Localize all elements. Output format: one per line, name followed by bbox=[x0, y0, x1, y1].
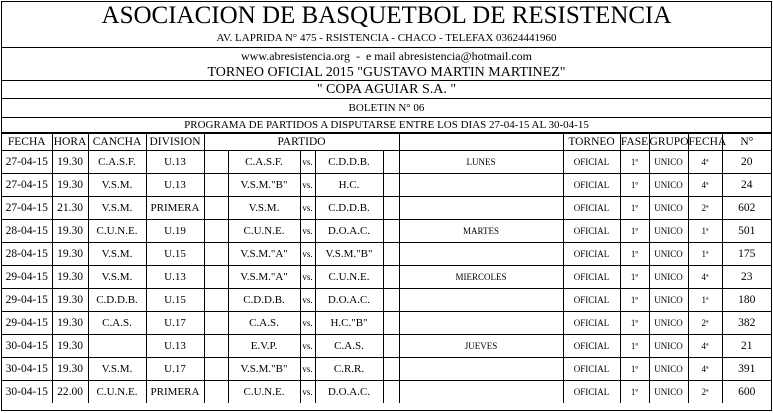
spacer-cell bbox=[204, 381, 228, 404]
match-date-cell: 29-04-15 bbox=[2, 266, 52, 289]
home-team-cell: V.S.M."A" bbox=[228, 243, 300, 266]
match-date-cell: 27-04-15 bbox=[2, 174, 52, 197]
home-team-cell: E.V.P. bbox=[228, 335, 300, 358]
match-date-cell: 28-04-15 bbox=[2, 243, 52, 266]
match-time-cell: 21.30 bbox=[52, 197, 88, 220]
contact-separator: - bbox=[355, 49, 360, 63]
home-team-cell: V.S.M."B" bbox=[228, 174, 300, 197]
weekday-cell: MIERCOLES bbox=[399, 266, 563, 289]
home-team-cell: C.A.S.F. bbox=[228, 151, 300, 174]
division-cell: U.13 bbox=[146, 266, 204, 289]
spacer-cell bbox=[383, 220, 399, 243]
col-fecha: FECHA bbox=[2, 134, 52, 151]
spacer-cell bbox=[383, 289, 399, 312]
spacer-cell bbox=[204, 289, 228, 312]
group-cell: UNICO bbox=[649, 289, 688, 312]
table-row bbox=[2, 151, 771, 174]
match-number-cell: 23 bbox=[722, 266, 771, 289]
group-cell: UNICO bbox=[649, 220, 688, 243]
spacer-cell bbox=[204, 312, 228, 335]
phase-cell: 1º bbox=[620, 381, 649, 404]
weekday-cell: LUNES bbox=[399, 151, 563, 174]
away-team-cell: C.R.R. bbox=[315, 358, 383, 381]
venue-cell bbox=[88, 335, 146, 358]
tournament-cell: OFICIAL bbox=[563, 358, 620, 381]
venue-cell: C.A.S. bbox=[88, 312, 146, 335]
versus-label-cell: vs. bbox=[300, 197, 315, 220]
contact-line bbox=[2, 48, 771, 65]
match-date-cell: 30-04-15 bbox=[2, 381, 52, 404]
col-hora: HORA bbox=[52, 134, 88, 151]
home-team-cell: C.A.S. bbox=[228, 312, 300, 335]
away-team-cell: D.O.A.C. bbox=[315, 289, 383, 312]
away-team-cell: H.C."B" bbox=[315, 312, 383, 335]
round-number-cell: 1ª bbox=[688, 243, 722, 266]
venue-cell: V.S.M. bbox=[88, 266, 146, 289]
home-team-cell: V.S.M."B" bbox=[228, 358, 300, 381]
match-number-cell: 21 bbox=[722, 335, 771, 358]
round-number-cell: 2ª bbox=[688, 312, 722, 335]
schedule-body bbox=[2, 151, 771, 404]
group-cell: UNICO bbox=[649, 174, 688, 197]
division-cell: U.19 bbox=[146, 220, 204, 243]
tournament-title: TORNEO OFICIAL 2015 "GUSTAVO MARTIN MARTINEZ" bbox=[2, 65, 771, 81]
table-row bbox=[2, 289, 771, 312]
round-number-cell: 1ª bbox=[688, 220, 722, 243]
round-number-cell: 4ª bbox=[688, 174, 722, 197]
away-team-cell: C.D.D.B. bbox=[315, 151, 383, 174]
division-cell: U.15 bbox=[146, 243, 204, 266]
match-date-cell: 30-04-15 bbox=[2, 358, 52, 381]
spacer-cell bbox=[383, 381, 399, 404]
round-number-cell: 2ª bbox=[688, 381, 722, 404]
match-time-cell: 19.30 bbox=[52, 151, 88, 174]
match-time-cell: 19.30 bbox=[52, 358, 88, 381]
away-team-cell: D.O.A.C. bbox=[315, 220, 383, 243]
spacer-cell bbox=[383, 174, 399, 197]
round-number-cell: 4ª bbox=[688, 266, 722, 289]
home-team-cell: C.U.N.E. bbox=[228, 220, 300, 243]
division-cell: U.15 bbox=[146, 289, 204, 312]
away-team-cell: V.S.M."B" bbox=[315, 243, 383, 266]
email-text: e mail abresistencia@hotmail.com bbox=[365, 49, 532, 63]
tournament-cell: OFICIAL bbox=[563, 381, 620, 404]
tournament-cell: OFICIAL bbox=[563, 335, 620, 358]
phase-cell: 1º bbox=[620, 197, 649, 220]
spacer-cell bbox=[204, 197, 228, 220]
round-number-cell: 4ª bbox=[688, 335, 722, 358]
venue-cell: V.S.M. bbox=[88, 197, 146, 220]
spacer-cell bbox=[204, 335, 228, 358]
bulletin-number: BOLETIN N° 06 bbox=[2, 99, 771, 118]
spacer-cell bbox=[204, 266, 228, 289]
table-row bbox=[2, 335, 771, 358]
table-row bbox=[2, 312, 771, 335]
division-cell: U.13 bbox=[146, 174, 204, 197]
table-row bbox=[2, 174, 771, 197]
col-cancha: CANCHA bbox=[88, 134, 146, 151]
match-date-cell: 27-04-15 bbox=[2, 151, 52, 174]
group-cell: UNICO bbox=[649, 335, 688, 358]
table-row bbox=[2, 266, 771, 289]
versus-label-cell: vs. bbox=[300, 381, 315, 404]
weekday-cell bbox=[399, 197, 563, 220]
group-cell: UNICO bbox=[649, 197, 688, 220]
group-cell: UNICO bbox=[649, 243, 688, 266]
col-grupo: GRUPO bbox=[649, 134, 688, 151]
weekday-cell bbox=[399, 358, 563, 381]
match-number-cell: 501 bbox=[722, 220, 771, 243]
versus-label-cell: vs. bbox=[300, 312, 315, 335]
spacer-cell bbox=[204, 151, 228, 174]
schedule-table bbox=[2, 133, 771, 403]
division-cell: PRIMERA bbox=[146, 197, 204, 220]
tournament-cell: OFICIAL bbox=[563, 151, 620, 174]
group-cell: UNICO bbox=[649, 312, 688, 335]
division-cell: U.17 bbox=[146, 312, 204, 335]
spacer-cell bbox=[383, 266, 399, 289]
tournament-cell: OFICIAL bbox=[563, 312, 620, 335]
col-division: DIVISION bbox=[146, 134, 204, 151]
spacer-cell bbox=[383, 335, 399, 358]
match-number-cell: 180 bbox=[722, 289, 771, 312]
phase-cell: 1º bbox=[620, 243, 649, 266]
table-row bbox=[2, 381, 771, 404]
phase-cell: 1º bbox=[620, 312, 649, 335]
match-number-cell: 391 bbox=[722, 358, 771, 381]
division-cell: PRIMERA bbox=[146, 381, 204, 404]
match-time-cell: 19.30 bbox=[52, 174, 88, 197]
venue-cell: C.D.D.B. bbox=[88, 289, 146, 312]
versus-label-cell: vs. bbox=[300, 174, 315, 197]
col-numero: N° bbox=[722, 134, 771, 151]
versus-label-cell: vs. bbox=[300, 220, 315, 243]
phase-cell: 1º bbox=[620, 151, 649, 174]
phase-cell: 1º bbox=[620, 335, 649, 358]
table-header-row bbox=[2, 134, 771, 151]
spacer-cell bbox=[383, 312, 399, 335]
col-partido: PARTIDO bbox=[204, 134, 399, 151]
group-cell: UNICO bbox=[649, 266, 688, 289]
away-team-cell: H.C. bbox=[315, 174, 383, 197]
spacer-cell bbox=[204, 358, 228, 381]
group-cell: UNICO bbox=[649, 151, 688, 174]
tournament-cell: OFICIAL bbox=[563, 289, 620, 312]
home-team-cell: C.U.N.E. bbox=[228, 381, 300, 404]
home-team-cell: C.D.D.B. bbox=[228, 289, 300, 312]
spacer-cell bbox=[383, 243, 399, 266]
home-team-cell: V.S.M."A" bbox=[228, 266, 300, 289]
match-date-cell: 30-04-15 bbox=[2, 335, 52, 358]
away-team-cell: D.O.A.C. bbox=[315, 381, 383, 404]
tournament-cell: OFICIAL bbox=[563, 220, 620, 243]
col-dia bbox=[399, 134, 563, 151]
division-cell: U.13 bbox=[146, 151, 204, 174]
round-number-cell: 1ª bbox=[688, 289, 722, 312]
website-link[interactable]: www.abresistencia.org bbox=[241, 49, 350, 63]
match-time-cell: 19.30 bbox=[52, 266, 88, 289]
tournament-cell: OFICIAL bbox=[563, 243, 620, 266]
venue-cell: C.A.S.F. bbox=[88, 151, 146, 174]
phase-cell: 1º bbox=[620, 220, 649, 243]
schedule-caption: PROGRAMA DE PARTIDOS A DISPUTARSE ENTRE LOS DIAS 27-04-15 AL 30-04-15 bbox=[2, 118, 771, 133]
venue-cell: V.S.M. bbox=[88, 358, 146, 381]
association-title: ASOCIACION DE BASQUETBOL DE RESISTENCIA bbox=[101, 2, 672, 29]
phase-cell: 1º bbox=[620, 266, 649, 289]
spacer-cell bbox=[383, 197, 399, 220]
tournament-cell: OFICIAL bbox=[563, 197, 620, 220]
spacer-cell bbox=[204, 243, 228, 266]
away-team-cell: C.U.N.E. bbox=[315, 266, 383, 289]
versus-label-cell: vs. bbox=[300, 358, 315, 381]
venue-cell: V.S.M. bbox=[88, 243, 146, 266]
away-team-cell: C.A.S. bbox=[315, 335, 383, 358]
away-team-cell: C.D.D.B. bbox=[315, 197, 383, 220]
match-time-cell: 19.30 bbox=[52, 220, 88, 243]
versus-label-cell: vs. bbox=[300, 151, 315, 174]
versus-label-cell: vs. bbox=[300, 243, 315, 266]
phase-cell: 1º bbox=[620, 289, 649, 312]
match-date-cell: 29-04-15 bbox=[2, 312, 52, 335]
table-row bbox=[2, 197, 771, 220]
division-cell: U.17 bbox=[146, 358, 204, 381]
table-row bbox=[2, 243, 771, 266]
round-number-cell: 4ª bbox=[688, 151, 722, 174]
weekday-cell: JUEVES bbox=[399, 335, 563, 358]
match-number-cell: 600 bbox=[722, 381, 771, 404]
match-time-cell: 19.30 bbox=[52, 335, 88, 358]
match-time-cell: 22.00 bbox=[52, 381, 88, 404]
document-sheet bbox=[1, 1, 772, 411]
match-number-cell: 602 bbox=[722, 197, 771, 220]
versus-label-cell: vs. bbox=[300, 335, 315, 358]
association-address: AV. LAPRIDA N° 475 - RSISTENCIA - CHACO - TELEFAX 03624441960 bbox=[2, 30, 771, 48]
division-cell: U.13 bbox=[146, 335, 204, 358]
match-date-cell: 27-04-15 bbox=[2, 197, 52, 220]
match-number-cell: 382 bbox=[722, 312, 771, 335]
match-time-cell: 19.30 bbox=[52, 312, 88, 335]
col-fecha-num: FECHA bbox=[688, 134, 722, 151]
match-number-cell: 24 bbox=[722, 174, 771, 197]
group-cell: UNICO bbox=[649, 381, 688, 404]
cup-sponsor: " COPA AGUIAR S.A. " bbox=[2, 81, 771, 99]
spacer-cell bbox=[383, 358, 399, 381]
round-number-cell: 4ª bbox=[688, 358, 722, 381]
col-torneo: TORNEO bbox=[563, 134, 620, 151]
weekday-cell bbox=[399, 312, 563, 335]
weekday-cell bbox=[399, 243, 563, 266]
match-number-cell: 175 bbox=[722, 243, 771, 266]
weekday-cell bbox=[399, 174, 563, 197]
spacer-cell bbox=[383, 151, 399, 174]
table-row bbox=[2, 220, 771, 243]
venue-cell: V.S.M. bbox=[88, 174, 146, 197]
weekday-cell bbox=[399, 289, 563, 312]
venue-cell: C.U.N.E. bbox=[88, 220, 146, 243]
weekday-cell: MARTES bbox=[399, 220, 563, 243]
table-row bbox=[2, 358, 771, 381]
venue-cell: C.U.N.E. bbox=[88, 381, 146, 404]
match-date-cell: 28-04-15 bbox=[2, 220, 52, 243]
phase-cell: 1º bbox=[620, 174, 649, 197]
group-cell: UNICO bbox=[649, 358, 688, 381]
home-team-cell: V.S.M. bbox=[228, 197, 300, 220]
col-fase: FASE bbox=[620, 134, 649, 151]
match-date-cell: 29-04-15 bbox=[2, 289, 52, 312]
match-time-cell: 19.30 bbox=[52, 289, 88, 312]
versus-label-cell: vs. bbox=[300, 266, 315, 289]
spacer-cell bbox=[204, 174, 228, 197]
spacer-cell bbox=[204, 220, 228, 243]
tournament-cell: OFICIAL bbox=[563, 174, 620, 197]
match-number-cell: 20 bbox=[722, 151, 771, 174]
versus-label-cell: vs. bbox=[300, 289, 315, 312]
round-number-cell: 2ª bbox=[688, 197, 722, 220]
phase-cell: 1º bbox=[620, 358, 649, 381]
match-time-cell: 19.30 bbox=[52, 243, 88, 266]
tournament-cell: OFICIAL bbox=[563, 266, 620, 289]
weekday-cell bbox=[399, 381, 563, 404]
